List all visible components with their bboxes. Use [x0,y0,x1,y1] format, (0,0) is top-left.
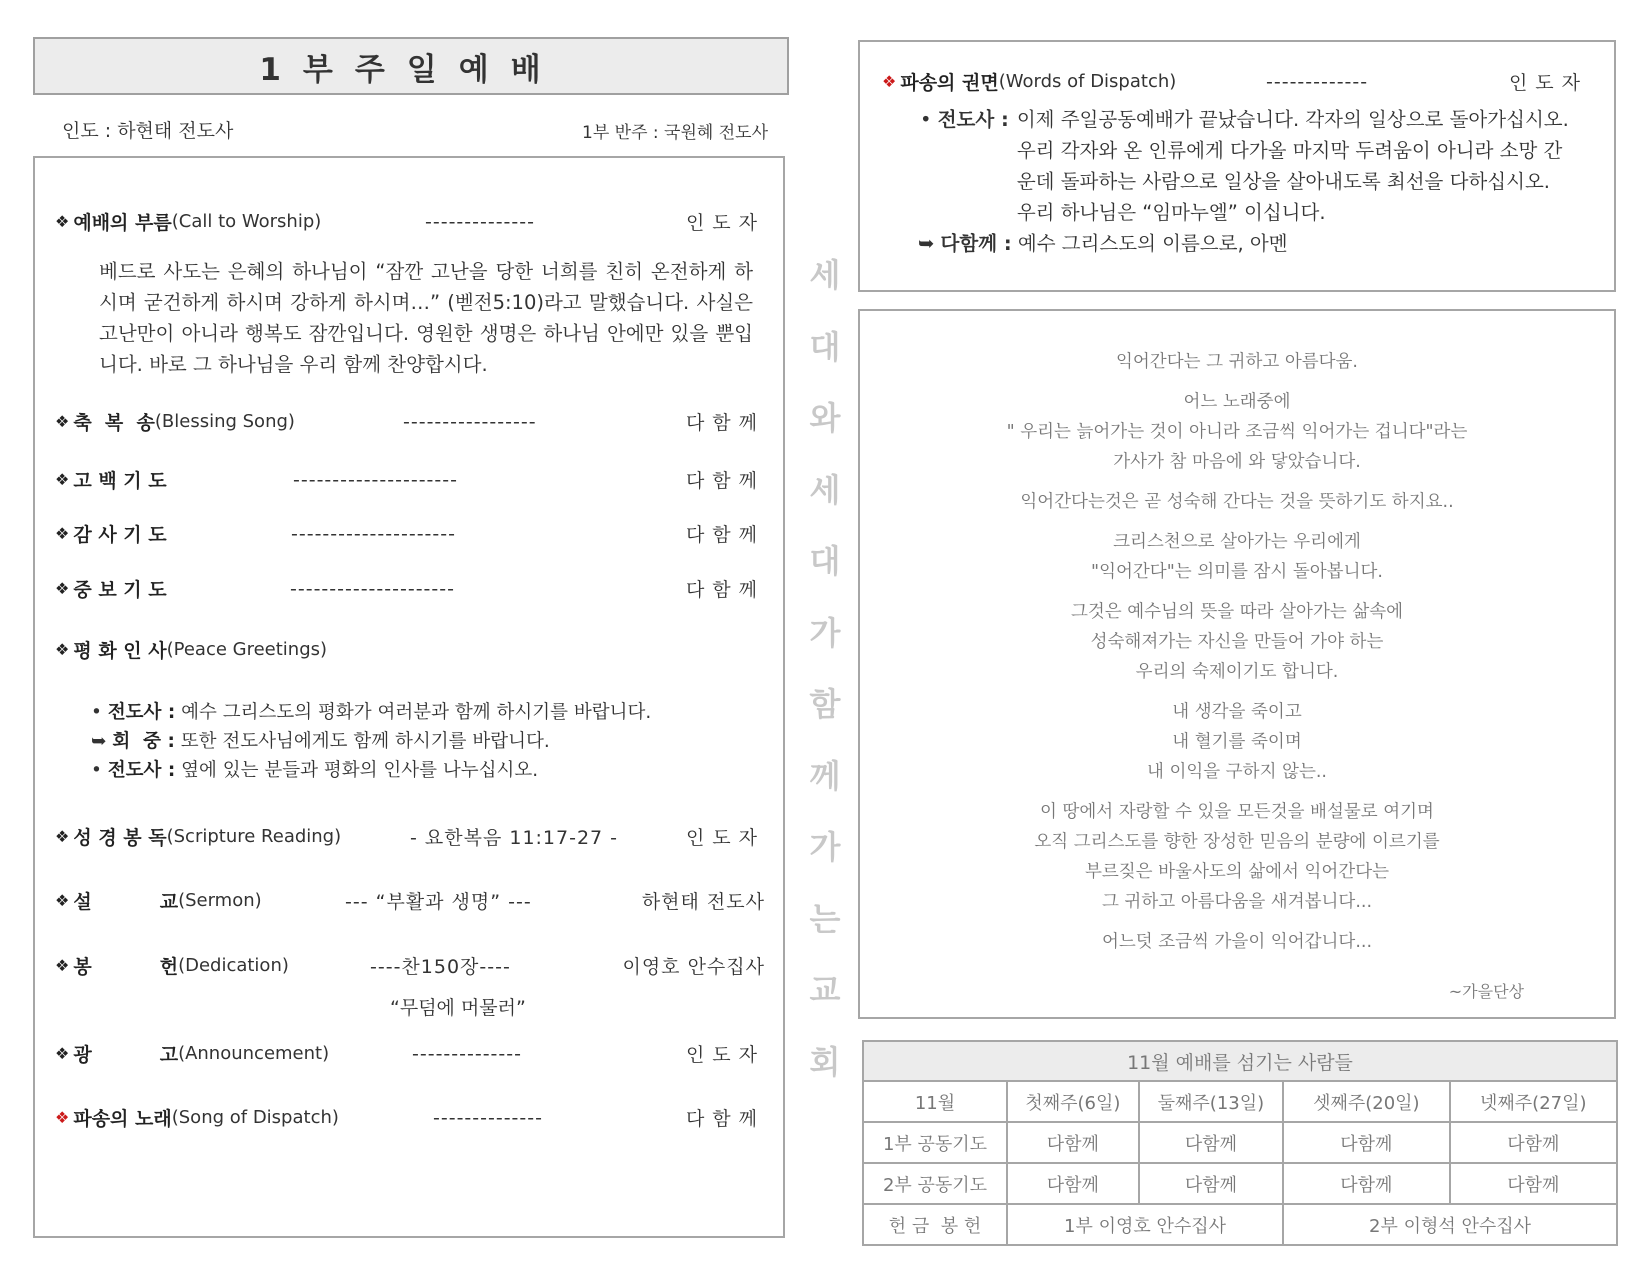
item-subtitle: (Words of Dispatch) [998,71,1177,92]
vertical-motto [805,240,845,1098]
item-title: 파송의 권면 [900,72,999,94]
diamond-bullet-icon: ❖ [55,524,70,543]
dispatch-words-box [858,40,1616,292]
table-row [863,1122,1617,1163]
item-leader: 인도자 [685,1044,765,1066]
item-leader: 인도자 [685,827,765,849]
diamond-bullet-icon: ❖ [55,212,70,231]
item-title: 광 [73,1044,92,1066]
red-diamond-bullet-icon: ❖ [55,1108,70,1127]
motto-char: 께 [809,756,841,795]
peace-greetings-row [55,636,765,663]
diamond-bullet-icon: ❖ [55,579,70,598]
table-row [863,1163,1617,1204]
dispatch-words-row [882,68,1588,95]
poem [860,347,1614,967]
poem-signature: ~가을단상 [1448,982,1524,1001]
dedication-row [55,952,765,979]
offering-row [863,1204,1617,1245]
motto-char: 가 [809,828,841,866]
line-text: 예수 그리스도의 평화가 여러분과 함께 하시기를 바랍니다. [175,702,652,723]
liturgy-item [55,520,765,547]
line-text: 옆에 있는 분들과 평화의 인사를 나누십시오. [175,760,539,781]
liturgy-item [55,466,765,493]
call-to-worship-text: 베드로 사도는 은혜의 하나님이 “잠깐 고난을 당한 너희를 친히 온전하게 하시며 굳건하게 하시며 강하게 하시며…” (벧전5:10)라고 말했습니다. 사실은 고난만이 아니라 행복도 잠깐입니다. 영원한 생명은 하나님 안에만 있을 뿐입니다. 바로 그 하나님을 우리 함께 찬양합시다. [99,260,753,376]
item-leader: 인도자 [1508,72,1588,94]
motto-char: 가 [809,613,841,652]
diamond-bullet-icon: ❖ [55,1044,70,1063]
poem-stanza [860,927,1614,957]
row-label: 2부 공동기도 [863,1163,1007,1204]
dispatch-speaker-wrap [920,104,1009,228]
item-dash: --------------------- [291,522,456,545]
motto-char: 는 [809,899,841,938]
speaker: 전도사 : [937,108,1009,131]
item-leader: 이영호 안수집사 [622,956,765,978]
item-leader: 다함께 [685,1108,765,1130]
arrow-icon: ➥ [918,232,935,255]
row-label: 헌 금 봉 헌 [863,1204,1007,1245]
poem-stanza [860,347,1614,377]
item-leader: 하현태 전도사 [641,891,765,913]
item-title: 고 [159,1044,179,1066]
bullet-icon: • [91,702,102,723]
item-leader: 다함께 [685,524,765,546]
header-cell: 11월 [863,1081,1007,1122]
item-dash: -------------- [433,1106,543,1129]
item-leader: 다함께 [685,470,765,492]
item-title: 봉 [73,956,92,978]
poem-line: 어느덧 조금씩 가을이 익어갑니다... [1101,932,1373,952]
header-cell: 둘째주(13일) [1139,1081,1283,1122]
item-subtitle: (Dedication) [178,955,289,976]
item-subtitle: (Sermon) [178,890,262,911]
poem-line: 오직 그리스도를 향한 장성한 믿음의 분량에 이르기를 [1034,832,1440,852]
poem-box [858,309,1616,1019]
poem-stanza [860,797,1614,917]
poem-stanza [860,597,1614,687]
motto-char: 함 [809,685,841,723]
table-cell: 다함께 [1007,1122,1139,1163]
item-title: 감 사 기 도 [73,524,167,546]
dispatch-song-row [55,1104,765,1131]
schedule-caption: 11월 예배를 섬기는 사람들 [863,1041,1617,1081]
item-dash: ----------------- [403,410,537,433]
motto-char: 교 [809,971,841,1009]
item-title: 예배의 부름 [73,212,172,234]
service-title: 1부주일예배 [259,51,563,88]
table-cell: 다함께 [1283,1163,1449,1204]
announcement-row [55,1040,765,1067]
poem-line: 내 혈기를 죽이며 [1172,732,1302,752]
bullet-icon: • [920,108,932,131]
poem-stanza [860,487,1614,517]
poem-line: 어느 노래중에 [1183,392,1291,412]
item-leader: 다함께 [685,579,765,601]
item-subtitle: (Song of Dispatch) [171,1107,339,1128]
poem-line: 부르짖은 바울사도의 삶에서 익어간다는 [1084,862,1390,882]
motto-char: 세 [809,256,841,294]
table-cell: 다함께 [1450,1163,1617,1204]
item-dash: -------------- [412,1042,522,1065]
item-title: 헌 [159,956,179,978]
dispatch-line [920,104,1574,228]
item-subtitle: (Scripture Reading) [166,826,342,847]
table-cell: 다함께 [1283,1122,1449,1163]
poem-line: 익어간다는것은 곧 성숙해 간다는 것을 뜻하기도 하지요.. [1020,492,1454,512]
item-title: 축 복 송 [73,412,155,434]
speaker: 전도사 : [107,760,176,781]
scripture-reading-row [55,823,765,850]
red-diamond-bullet-icon: ❖ [882,72,897,91]
header-cell: 첫째주(6일) [1007,1081,1139,1122]
diamond-bullet-icon: ❖ [55,470,70,489]
table-cell: 다함께 [1007,1163,1139,1204]
scripture-reference: - 요한복음 11:17-27 - [410,827,619,849]
bullet-icon: • [91,760,102,781]
item-title: 중 보 기 도 [73,579,167,601]
header-cell: 셋째주(20일) [1283,1081,1449,1122]
motto-char: 회 [809,1042,841,1081]
poem-line: 크리스천으로 살아가는 우리에게 [1113,532,1361,552]
peace-line [91,698,651,727]
peace-line [91,756,538,785]
table-cell: 다함께 [1450,1122,1617,1163]
poem-line: 가사가 참 마음에 와 닿았습니다. [1113,452,1361,472]
poem-line: 우리의 숙제이기도 합니다. [1135,662,1339,682]
item-title: 파송의 노래 [73,1108,172,1130]
diamond-bullet-icon: ❖ [55,956,70,975]
motto-char: 대 [809,542,841,580]
line-text: 예수 그리스도의 이름으로, 아멘 [1017,232,1288,255]
item-leader: 인도자 [685,212,765,234]
poem-line: 이 땅에서 자랑할 수 있을 모든것을 배설물로 여기며 [1040,802,1434,822]
leader-label: 인도 : 하현태 전도사 [62,120,234,142]
schedule-header-row [863,1081,1617,1122]
line-text: 이제 주일공동예배가 끝났습니다. 각자의 일상으로 돌아가십시오. 우리 각자와 온 인류에게 다가올 마지막 두려움이 아니라 소망 간운데 돌파하는 사람으로 일상을 살아내도록 최선을 다하십시오. 우리 하나님은 “임마누엘” 이십니다. [1016,108,1569,224]
table-cell: 1부 이영호 안수집사 [1007,1204,1283,1245]
accompanist-label: 1부 반주 : 국원혜 전도사 [582,123,768,143]
item-subtitle: (Announcement) [178,1043,330,1064]
item-title: 평 화 인 사 [73,640,167,662]
item-subtitle: (Call to Worship) [171,211,322,232]
item-subtitle: (Blessing Song) [154,411,295,432]
item-title: 교 [159,891,179,913]
diamond-bullet-icon: ❖ [55,640,70,659]
table-cell: 다함께 [1139,1163,1283,1204]
line-text: 또한 전도사님에게도 함께 하시기를 바랍니다. [174,731,550,752]
poem-line: 성숙해져가는 자신을 만들어 가야 하는 [1090,632,1384,652]
item-title: 성 경 봉 독 [73,827,167,849]
dispatch-line [918,228,1288,256]
poem-line: "익어간다"는 의미를 잠시 돌아봅니다. [1091,562,1383,582]
item-title: 고 백 기 도 [73,470,167,492]
item-dash: --------------------- [290,577,455,600]
speaker: 전도사 : [107,702,176,723]
diamond-bullet-icon: ❖ [55,827,70,846]
poem-stanza [860,387,1614,477]
item-leader: 다함께 [685,412,765,434]
schedule-table [862,1040,1618,1246]
poem-line: 익어간다는 그 귀하고 아름다움. [1115,352,1358,372]
liturgy-item [55,575,765,602]
service-title-box [33,37,789,95]
sermon-row [55,887,765,914]
poem-line: 내 생각을 죽이고 [1172,702,1302,722]
poem-line: 내 이익을 구하지 않는.. [1147,762,1327,782]
diamond-bullet-icon: ❖ [55,412,70,431]
hymn-title: “무덤에 머물러” [390,997,526,1019]
item-title: 설 [73,891,92,913]
table-cell: 다함께 [1139,1122,1283,1163]
motto-char: 와 [809,399,841,437]
poem-stanza [860,697,1614,787]
poem-line: " 우리는 늙어가는 것이 아니라 조금씩 익어가는 겁니다"라는 [1006,422,1468,442]
sermon-title: --- “부활과 생명” --- [345,891,532,913]
speaker: 회 중 : [112,731,175,752]
peace-line [91,727,550,756]
item-dash: ------------- [1266,70,1369,93]
speaker: 다함께 : [940,232,1012,255]
header-cell: 넷째주(27일) [1450,1081,1617,1122]
liturgy-item [55,408,765,435]
motto-char: 대 [809,327,841,366]
hymn-number: ----찬150장---- [370,956,511,978]
item-dash: -------------- [425,210,535,233]
order-of-worship [33,156,785,1238]
motto-char: 세 [809,470,841,509]
call-to-worship-row [55,208,765,235]
diamond-bullet-icon: ❖ [55,891,70,910]
item-dash: --------------------- [293,468,458,491]
arrow-icon: ➥ [91,731,107,752]
item-subtitle: (Peace Greetings) [166,639,328,660]
poem-line: 그것은 예수님의 뜻을 따라 살아가는 삶속에 [1070,602,1404,622]
poem-stanza [860,527,1614,587]
table-cell: 2부 이형석 안수집사 [1283,1204,1617,1245]
row-label: 1부 공동기도 [863,1122,1007,1163]
poem-line: 그 귀하고 아름다움을 새겨봅니다... [1101,892,1373,912]
